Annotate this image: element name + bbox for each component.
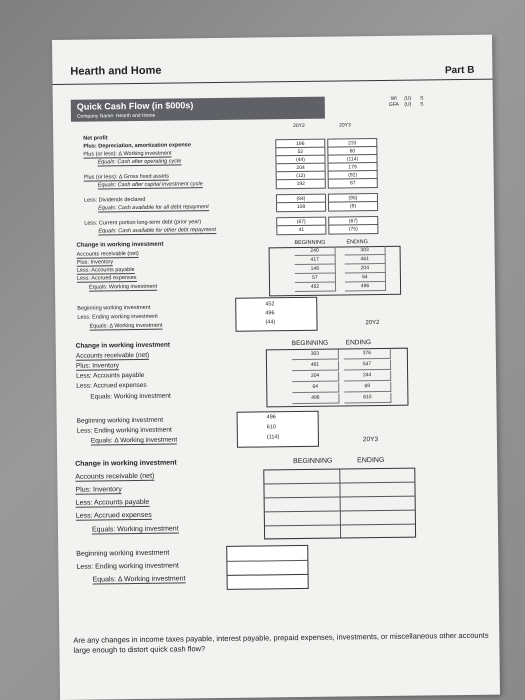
- code-cell: WI: [390, 95, 397, 102]
- cf-value-20y2: (84): [276, 194, 326, 205]
- year-header: 20Y2: [293, 122, 305, 130]
- cf-value-20y2: 192: [276, 179, 326, 190]
- cf-value-20y3: 179: [328, 162, 378, 173]
- cf-value-20y3: (75): [328, 224, 378, 235]
- page-title: Hearth and Home: [70, 64, 162, 78]
- wc-end-cell: 610: [344, 393, 391, 404]
- cf-label: Equals: Cash after capital investment cycle: [97, 181, 203, 189]
- code-cell: (U): [404, 95, 412, 102]
- wc-begin-cell: 240: [295, 247, 336, 257]
- wc-sum-value: 496: [266, 414, 276, 421]
- code-cell: GFA: [388, 101, 399, 108]
- cf-value-20y2: (12): [276, 171, 326, 182]
- wc-row-label: Plus: Inventory: [75, 486, 122, 494]
- wc-title: Change in working investment: [75, 341, 171, 350]
- wc-end-cell: 376: [344, 349, 391, 360]
- cf-label: Plus (or less): Δ Working investment: [83, 150, 172, 158]
- code-cell: S: [420, 95, 424, 102]
- wc-row-label: Plus: Inventory: [76, 259, 114, 266]
- wc-end-cell: 303: [345, 246, 386, 256]
- wc-title: Change in working investment: [76, 241, 164, 249]
- wc-end-cell: 547: [344, 360, 391, 371]
- cf-value-20y3: (67): [328, 216, 378, 227]
- wc-table-blank: [263, 468, 416, 540]
- cf-value-20y2: 52: [275, 147, 325, 158]
- wc-row-label: Plus: Inventory: [75, 362, 120, 370]
- wc-row-label: Equals: Working investment: [91, 525, 179, 534]
- wc-end-cell: 496: [345, 282, 386, 292]
- wc-sum-value: (114): [266, 434, 280, 441]
- wc-sum-label: Less: Ending working investment: [76, 426, 172, 435]
- cf-value-20y3: (114): [327, 154, 377, 165]
- part-label: Part B: [444, 64, 475, 77]
- wc-sum-label: Equals: Δ Working investment: [90, 436, 178, 445]
- worksheet-page: [52, 35, 500, 700]
- wc-end-cell: 244: [344, 371, 391, 382]
- cf-value-20y2: (67): [276, 217, 326, 228]
- wc-sum-value: (44): [265, 319, 276, 326]
- wc-sum-label: Beginning working investment: [77, 304, 151, 312]
- year-header: 20Y3: [339, 122, 351, 129]
- wc-row-label: Accounts receivable (net): [75, 472, 155, 481]
- cf-label: Net profit: [83, 135, 108, 142]
- code-row: [387, 101, 429, 108]
- wc-title: Change in working investment: [75, 459, 177, 468]
- wc-sum-box: [235, 297, 317, 332]
- wc-sum-value: 452: [265, 301, 275, 308]
- page-header: [52, 53, 492, 85]
- col-ending: ENDING: [357, 456, 385, 465]
- cf-label: Equals: Cash after operating cycle: [97, 158, 182, 166]
- cf-value-20y3: 60: [327, 146, 377, 157]
- col-ending: ENDING: [346, 239, 368, 246]
- cf-value-20y2: 41: [276, 225, 326, 236]
- col-ending: ENDING: [345, 339, 372, 347]
- wc-row-label: Less: Accounts payable: [75, 498, 150, 507]
- wc-sum-label: Less: Ending working investment: [76, 562, 179, 571]
- wc-begin-cell: 496: [292, 394, 339, 405]
- wc-row-label: Less: Accounts payable: [76, 267, 135, 274]
- wc-begin-cell: 303: [292, 350, 339, 361]
- wc-row-label: Less: Accrued expenses: [76, 381, 147, 390]
- wc-end-cell: 64: [345, 273, 386, 283]
- wc-row-label: Equals: Working investment: [90, 392, 171, 401]
- cf-label: Plus (or less): Δ Gross fixed assets: [83, 173, 170, 181]
- col-beginning: BEGINNING: [291, 339, 329, 348]
- wc-sum-box-blank: [226, 545, 309, 590]
- cf-value-20y3: 87: [328, 178, 378, 189]
- code-cell: (U): [404, 101, 412, 108]
- wc-sum-value: 496: [265, 310, 275, 317]
- company-name: Company Name: Hearth and Home: [76, 112, 156, 120]
- wc-sum-label: Equals: Δ Working investment: [89, 322, 163, 330]
- wc-begin-cell: 204: [292, 372, 339, 383]
- col-beginning: BEGINNING: [294, 239, 326, 247]
- wc-row-label: Accounts receivable (net): [76, 250, 139, 258]
- cf-label: Equals: Cash available for all debt repayment: [98, 204, 209, 212]
- cf-value-20y2: 108: [276, 202, 326, 213]
- wc-end-cell: 69: [344, 382, 391, 393]
- col-beginning: BEGINNING: [293, 457, 333, 466]
- cf-label: Equals: Cash available for other debt repayment: [98, 227, 217, 235]
- wc-end-cell: 461: [345, 255, 386, 265]
- cf-value-20y3: 233: [327, 138, 377, 149]
- wc-begin-cell: 417: [295, 256, 336, 266]
- cf-value-20y2: 196: [275, 139, 325, 150]
- wc-sum-value: 610: [266, 424, 276, 431]
- wc-year: 20Y3: [362, 436, 379, 444]
- wc-begin-cell: 461: [292, 361, 339, 372]
- wc-year: 20Y2: [365, 320, 380, 327]
- wc-row-label: Equals: Working investment: [88, 283, 158, 291]
- wc-end-cell: 204: [345, 264, 386, 274]
- wc-row-label: Less: Accrued expenses: [75, 511, 152, 520]
- wc-row-label: Accounts receivable (net): [75, 351, 150, 360]
- cf-value-20y3: (95): [328, 193, 378, 204]
- wc-sum-label: Less: Ending working investment: [77, 313, 158, 321]
- code-cell: S: [420, 101, 424, 108]
- cf-label: Less: Dividends declared: [83, 196, 146, 204]
- banner-title: Quick Cash Flow (in $000s): [76, 100, 194, 112]
- cf-value-20y2: 204: [276, 163, 326, 174]
- wc-row-label: Less: Accrued expenses: [76, 274, 137, 282]
- wc-begin-cell: 57: [295, 274, 336, 284]
- wc-begin-cell: 452: [295, 283, 336, 293]
- cf-value-20y3: (92): [328, 170, 378, 181]
- wc-sum-label: Beginning working investment: [76, 549, 170, 558]
- quick-cash-flow-banner: [71, 97, 325, 122]
- cf-label: Plus: Depreciation, amortization expense: [83, 142, 191, 150]
- cf-value-20y2: (44): [275, 155, 325, 166]
- wc-begin-cell: 64: [292, 383, 339, 394]
- cf-label: Less: Current portion long-term debt (prior year): [84, 219, 202, 227]
- cf-value-20y3: (8): [328, 201, 378, 212]
- wc-begin-cell: 148: [295, 265, 336, 275]
- wc-row-label: Less: Accounts payable: [76, 371, 145, 380]
- code-grid: [387, 95, 429, 108]
- wc-sum-box: [237, 411, 319, 448]
- wc-sum-label: Beginning working investment: [76, 416, 164, 425]
- wc-sum-label: Equals: Δ Working investment: [92, 575, 186, 584]
- question-text: Are any changes in income taxes payable, interest payable, prepaid expenses, investments, or miscellaneous other accounts large enough to distort quick cash flow?: [73, 630, 489, 655]
